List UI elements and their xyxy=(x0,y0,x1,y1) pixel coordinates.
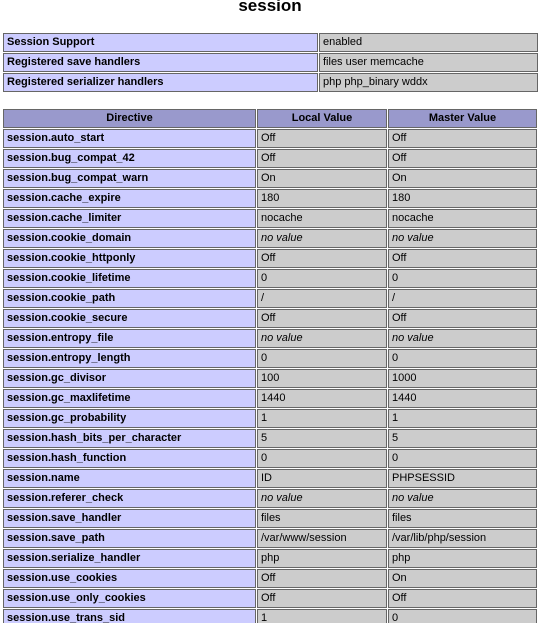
directive-name: session.cache_limiter xyxy=(3,209,256,228)
master-value: files xyxy=(388,509,537,528)
local-value: 5 xyxy=(257,429,387,448)
table-row xyxy=(3,469,537,488)
table-row xyxy=(3,149,537,168)
table-row xyxy=(3,589,537,608)
master-value: Off xyxy=(388,249,537,268)
master-value: 5 xyxy=(388,429,537,448)
table-row xyxy=(3,189,537,208)
master-value: /var/lib/php/session xyxy=(388,529,537,548)
directive-name: session.cookie_path xyxy=(3,289,256,308)
directive-name: session.cookie_secure xyxy=(3,309,256,328)
table-row xyxy=(3,369,537,388)
local-value: php xyxy=(257,549,387,568)
local-value: Off xyxy=(257,249,387,268)
table-row xyxy=(3,529,537,548)
directive-name: session.bug_compat_warn xyxy=(3,169,256,188)
master-value: On xyxy=(388,169,537,188)
table-row xyxy=(3,129,537,148)
local-value: 0 xyxy=(257,449,387,468)
directive-name: session.save_handler xyxy=(3,509,256,528)
section-title: session xyxy=(238,0,302,15)
table-row xyxy=(3,489,537,508)
directive-name: session.cache_expire xyxy=(3,189,256,208)
directive-name: session.gc_probability xyxy=(3,409,256,428)
local-value: 0 xyxy=(257,349,387,368)
table-row xyxy=(3,229,537,248)
master-value: Off xyxy=(388,309,537,328)
local-value: 100 xyxy=(257,369,387,388)
directive-name: session.use_cookies xyxy=(3,569,256,588)
local-value: 1440 xyxy=(257,389,387,408)
local-value: 180 xyxy=(257,189,387,208)
summary-row xyxy=(3,73,538,92)
directive-name: session.referer_check xyxy=(3,489,256,508)
master-value: 1 xyxy=(388,409,537,428)
directive-name: session.use_trans_sid xyxy=(3,609,256,623)
table-row xyxy=(3,249,537,268)
master-value-column-header: Master Value xyxy=(388,109,537,128)
session-directives-table xyxy=(2,108,538,623)
table-row xyxy=(3,329,537,348)
directive-name: session.serialize_handler xyxy=(3,549,256,568)
local-value: no value xyxy=(257,489,387,508)
summary-label: Session Support xyxy=(3,33,318,52)
local-value: Off xyxy=(257,129,387,148)
directive-name: session.cookie_httponly xyxy=(3,249,256,268)
master-value: 1440 xyxy=(388,389,537,408)
master-value: no value xyxy=(388,329,537,348)
local-value-column-header: Local Value xyxy=(257,109,387,128)
table-row xyxy=(3,449,537,468)
local-value: Off xyxy=(257,589,387,608)
summary-label: Registered save handlers xyxy=(3,53,318,72)
local-value: Off xyxy=(257,569,387,588)
local-value: no value xyxy=(257,329,387,348)
directive-name: session.auto_start xyxy=(3,129,256,148)
summary-row xyxy=(3,53,538,72)
summary-label: Registered serializer handlers xyxy=(3,73,318,92)
local-value: 1 xyxy=(257,409,387,428)
local-value: files xyxy=(257,509,387,528)
master-value: On xyxy=(388,569,537,588)
directive-name: session.entropy_file xyxy=(3,329,256,348)
master-value: Off xyxy=(388,129,537,148)
master-value: 0 xyxy=(388,449,537,468)
local-value: 1 xyxy=(257,609,387,623)
table-row xyxy=(3,349,537,368)
summary-row xyxy=(3,33,538,52)
table-row xyxy=(3,309,537,328)
master-value: 0 xyxy=(388,269,537,288)
table-row xyxy=(3,429,537,448)
table-header-row xyxy=(3,109,537,128)
master-value: php xyxy=(388,549,537,568)
local-value: no value xyxy=(257,229,387,248)
directive-name: session.name xyxy=(3,469,256,488)
directive-name: session.entropy_length xyxy=(3,349,256,368)
directive-name: session.use_only_cookies xyxy=(3,589,256,608)
table-row xyxy=(3,609,537,623)
local-value: 0 xyxy=(257,269,387,288)
master-value: 0 xyxy=(388,609,537,623)
summary-value: php php_binary wddx xyxy=(319,73,538,92)
local-value: Off xyxy=(257,309,387,328)
local-value: nocache xyxy=(257,209,387,228)
master-value: Off xyxy=(388,589,537,608)
local-value: /var/www/session xyxy=(257,529,387,548)
table-row xyxy=(3,269,537,288)
local-value: / xyxy=(257,289,387,308)
master-value: Off xyxy=(388,149,537,168)
master-value: 180 xyxy=(388,189,537,208)
directive-name: session.hash_bits_per_character xyxy=(3,429,256,448)
master-value: PHPSESSID xyxy=(388,469,537,488)
summary-value: enabled xyxy=(319,33,538,52)
master-value: no value xyxy=(388,229,537,248)
table-row xyxy=(3,389,537,408)
table-row xyxy=(3,549,537,568)
local-value: ID xyxy=(257,469,387,488)
master-value: nocache xyxy=(388,209,537,228)
directive-name: session.gc_maxlifetime xyxy=(3,389,256,408)
table-row xyxy=(3,289,537,308)
master-value: 0 xyxy=(388,349,537,368)
master-value: 1000 xyxy=(388,369,537,388)
local-value: Off xyxy=(257,149,387,168)
table-row xyxy=(3,569,537,588)
directive-name: session.bug_compat_42 xyxy=(3,149,256,168)
directive-name: session.cookie_lifetime xyxy=(3,269,256,288)
directive-name: session.save_path xyxy=(3,529,256,548)
directive-column-header: Directive xyxy=(3,109,256,128)
table-row xyxy=(3,509,537,528)
master-value: no value xyxy=(388,489,537,508)
table-row xyxy=(3,409,537,428)
table-row xyxy=(3,209,537,228)
table-row xyxy=(3,169,537,188)
master-value: / xyxy=(388,289,537,308)
directive-name: session.hash_function xyxy=(3,449,256,468)
session-summary-table xyxy=(2,32,539,93)
summary-value: files user memcache xyxy=(319,53,538,72)
directive-name: session.cookie_domain xyxy=(3,229,256,248)
local-value: On xyxy=(257,169,387,188)
directive-name: session.gc_divisor xyxy=(3,369,256,388)
